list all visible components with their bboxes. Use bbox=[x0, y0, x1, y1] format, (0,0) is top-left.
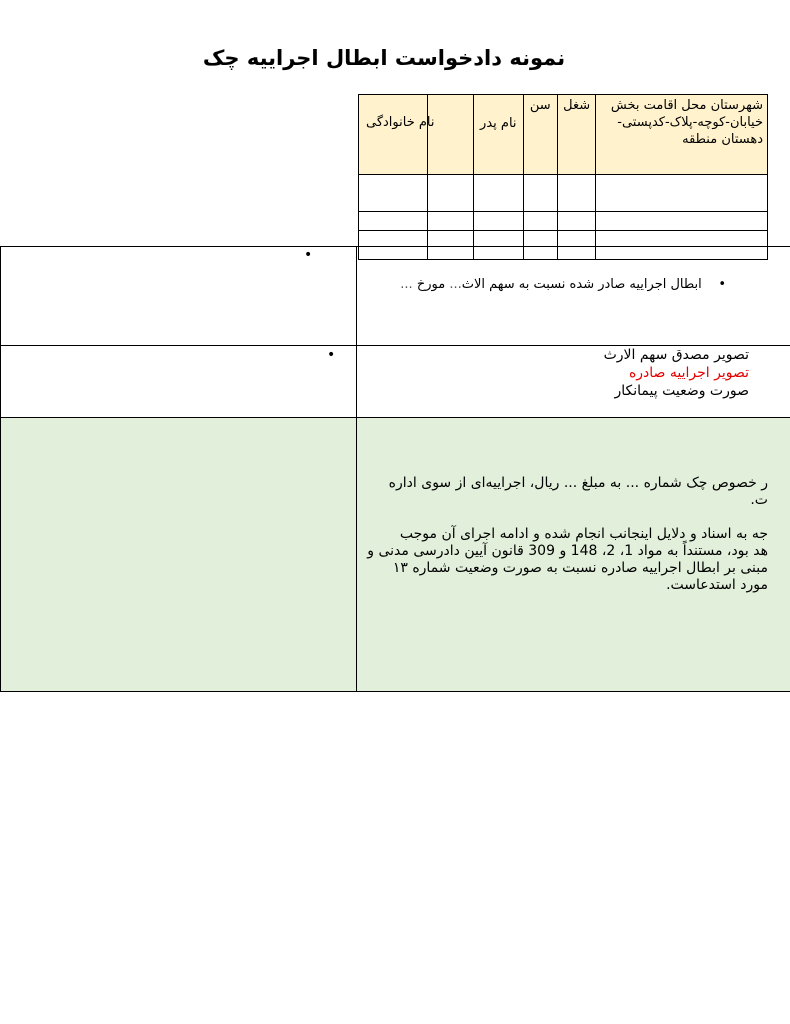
header-family-name bbox=[359, 95, 435, 175]
attachment-item: تصویر مصدق سهم الارث bbox=[603, 347, 749, 363]
subject-content-cell bbox=[358, 247, 790, 345]
attachments-label-cell bbox=[0, 346, 357, 417]
body-line: ر خصوص چک شماره ... به مبلغ ... ریال، اجراییه‌ای از سوی اداره bbox=[388, 475, 768, 491]
attachments-list bbox=[604, 346, 749, 400]
attachment-item: صورت وضعیت پیمانکار bbox=[614, 383, 749, 399]
attachments-section bbox=[0, 345, 790, 418]
petition-body bbox=[348, 475, 768, 611]
info-table bbox=[358, 94, 768, 260]
table-row bbox=[359, 212, 768, 231]
subject-bullet: • bbox=[718, 277, 726, 292]
table-cell bbox=[596, 175, 768, 212]
table-cell bbox=[359, 175, 428, 212]
header-address: شهرستان محل اقامت بخش خیابان-کوچه-پلاک-کدپستی- دهستان منطقه bbox=[596, 95, 768, 175]
table-row bbox=[359, 175, 768, 212]
attachment-item: تصویر اجراییه صادره bbox=[628, 365, 749, 381]
subject-date-dots: ... bbox=[400, 277, 413, 292]
body-line: جه به اسناد و دلایل اینجانب انجام شده و ادامه اجرای آن موجب bbox=[399, 526, 768, 542]
table-header-row bbox=[359, 95, 768, 175]
header-family-name-text: نام خانوادگی bbox=[365, 115, 435, 130]
body-label-cell bbox=[0, 418, 357, 691]
body-line: مورد استدعاست. bbox=[666, 577, 768, 593]
bullet-marker: • bbox=[304, 247, 313, 263]
table-cell bbox=[359, 212, 428, 231]
table-cell bbox=[596, 212, 768, 231]
subject-dots: ... bbox=[449, 277, 462, 292]
table-cell bbox=[523, 212, 557, 231]
body-line: ت. bbox=[750, 492, 768, 508]
table-cell bbox=[557, 175, 596, 212]
body-content-cell bbox=[358, 418, 790, 691]
table-cell bbox=[427, 212, 473, 231]
table-cell bbox=[427, 175, 473, 212]
subject-section bbox=[0, 246, 790, 346]
header-blank bbox=[427, 95, 473, 175]
header-father-name: نام پدر bbox=[473, 95, 523, 175]
body-line: مبنی بر ابطال اجراییه صادره نسبت به صورت وضعیت شماره ۱۳ bbox=[392, 560, 768, 576]
table-cell bbox=[557, 212, 596, 231]
body-paragraph bbox=[348, 526, 768, 594]
attachments-content-cell bbox=[358, 346, 790, 417]
body-paragraph bbox=[348, 475, 768, 509]
table-cell bbox=[523, 175, 557, 212]
header-job: شغل bbox=[557, 95, 596, 175]
table-cell bbox=[473, 175, 523, 212]
bullet-marker: • bbox=[327, 347, 336, 363]
table-cell bbox=[473, 212, 523, 231]
subject-date-word: مورخ bbox=[416, 277, 446, 292]
subject-main: ابطال اجراییه صادر شده نسبت به سهم الاث bbox=[461, 277, 702, 292]
body-line: هد بود، مستنداً به مواد 1، 2، 148 و 309 قانون آیین دادرسی مدنی و bbox=[367, 543, 768, 559]
subject-label-cell bbox=[0, 247, 357, 345]
header-age: سن bbox=[523, 95, 557, 175]
body-section bbox=[0, 417, 790, 692]
subject-text bbox=[400, 277, 726, 292]
page-title: نمونه دادخواست ابطال اجراییه چک bbox=[202, 46, 566, 70]
